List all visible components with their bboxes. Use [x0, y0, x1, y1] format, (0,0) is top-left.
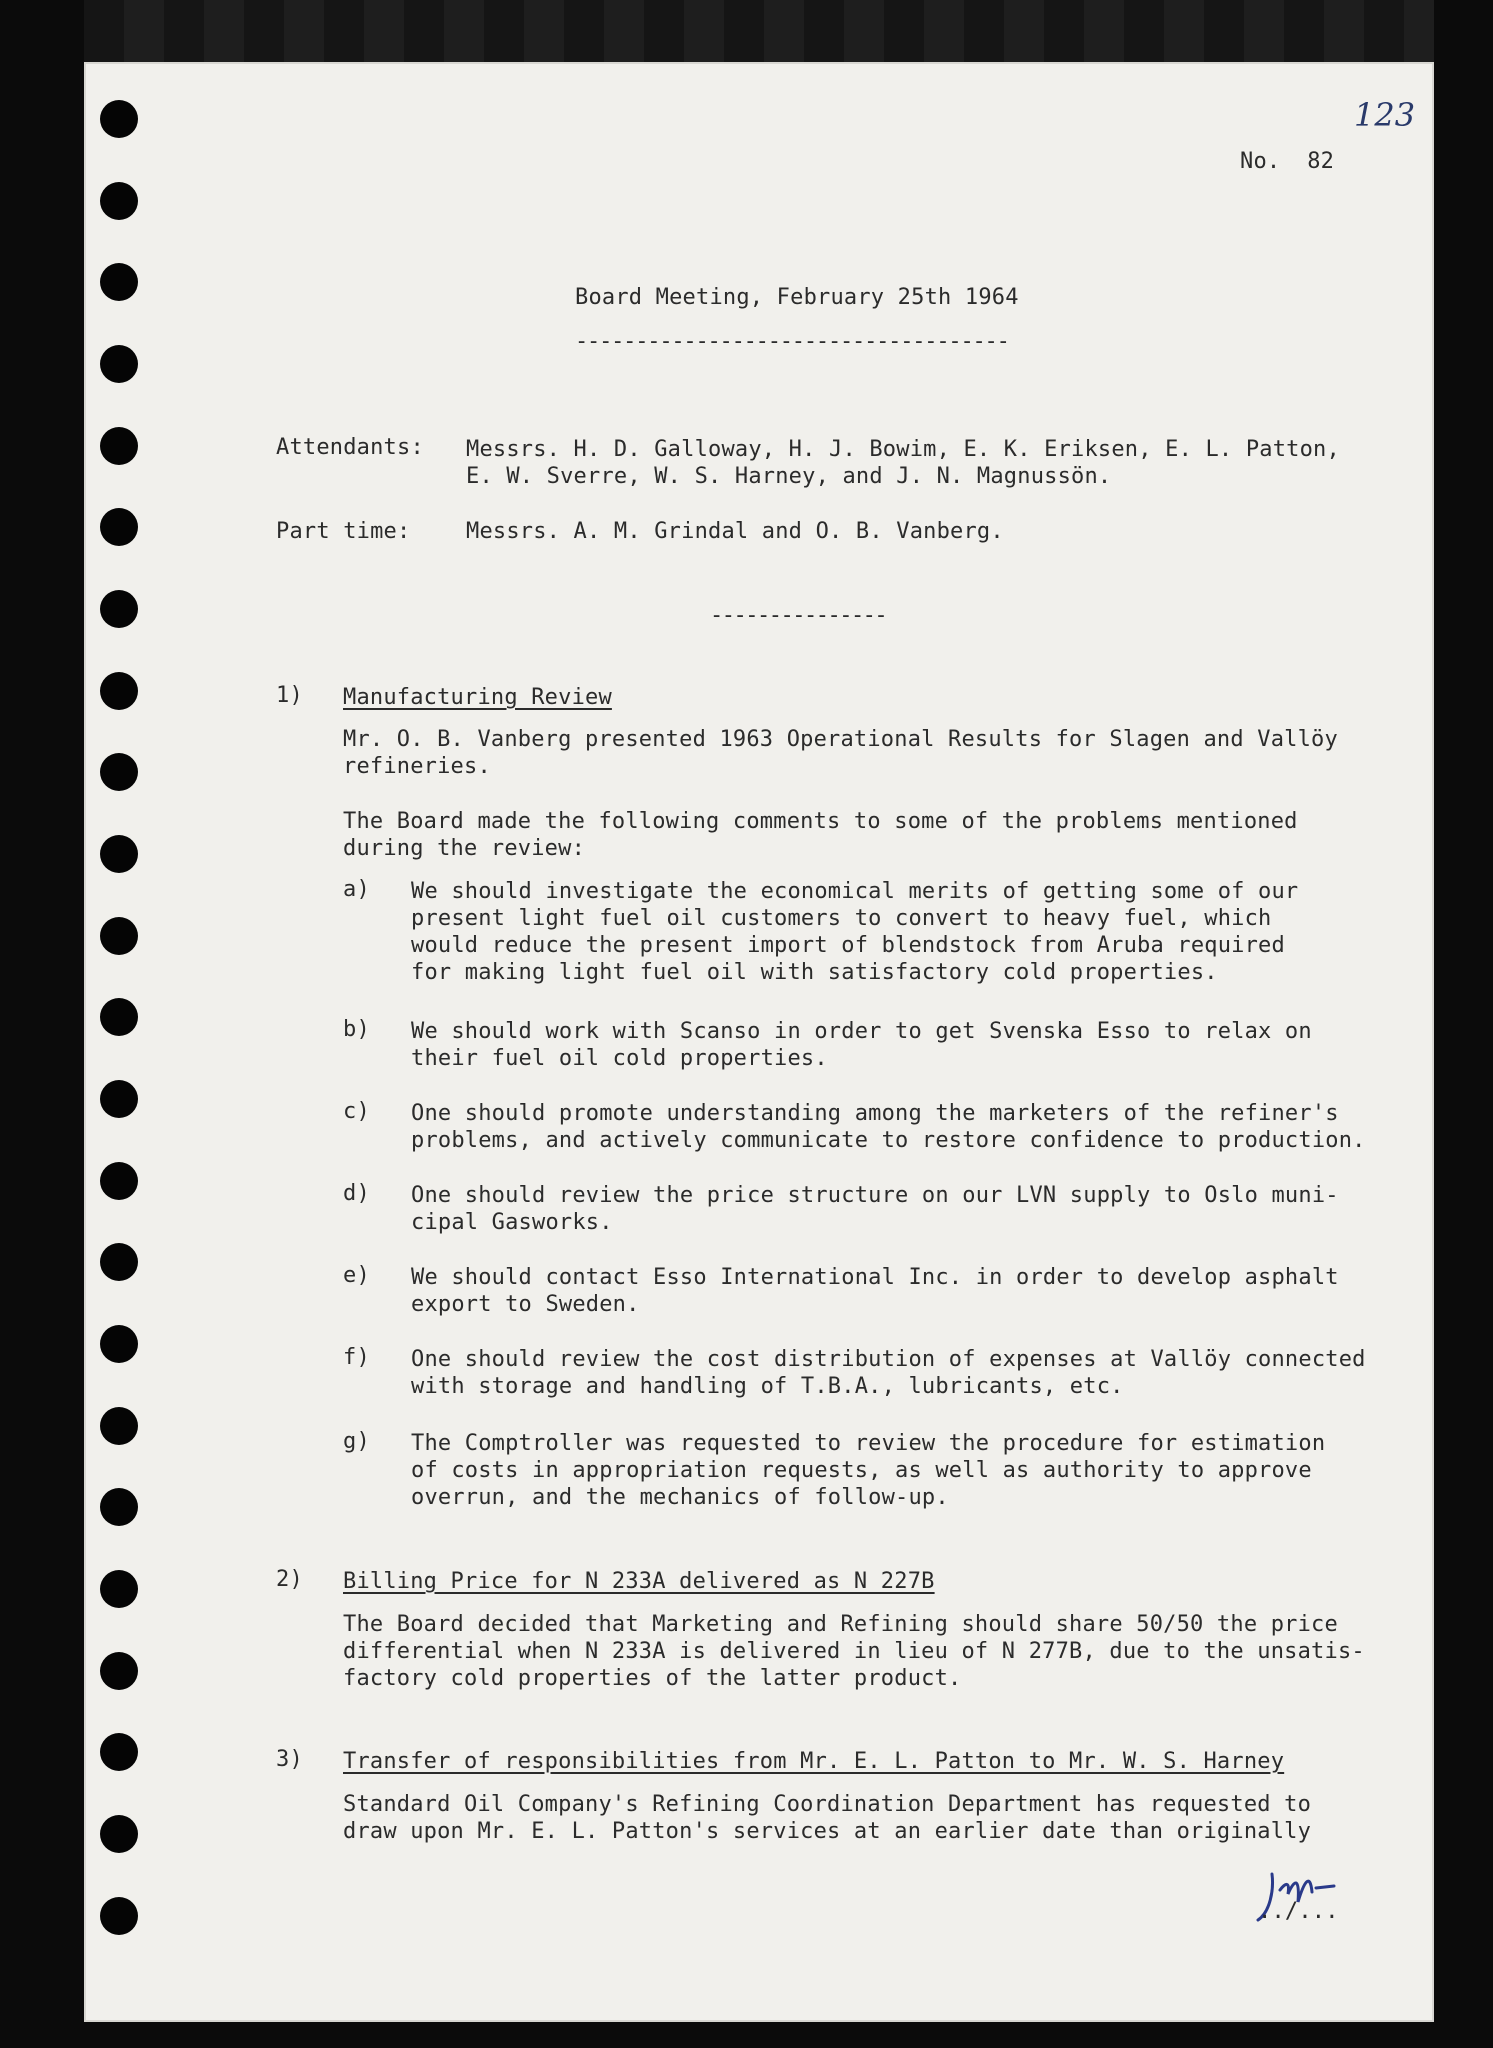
section-heading: Billing Price for N 233A delivered as N 227B — [343, 1569, 935, 1594]
binder-hole — [100, 100, 138, 138]
list-item-line: We should investigate the economical merits of getting some of our — [411, 879, 1299, 904]
binder-hole — [100, 917, 138, 955]
list-item-marker: d) — [343, 1181, 370, 1206]
list-item-marker: e) — [343, 1263, 370, 1288]
list-item-line: We should work with Scanso in order to get Svenska Esso to relax on — [411, 1019, 1312, 1044]
paragraph-line: draw upon Mr. E. L. Patton's services at an earlier date than originally — [343, 1819, 1312, 1844]
binder-hole — [100, 1325, 138, 1363]
attendants-label: Attendants: — [276, 435, 424, 460]
paragraph-line: factory cold properties of the latter product. — [343, 1666, 962, 1691]
list-item-line: One should review the price structure on our LVN supply to Oslo muni- — [411, 1183, 1339, 1208]
binder-hole — [100, 672, 138, 710]
attendants-line: Messrs. H. D. Galloway, H. J. Bowim, E. K. Eriksen, E. L. Patton, — [466, 437, 1340, 462]
paragraph-line: The Board made the following comments to some of the problems mentioned — [343, 809, 1298, 834]
part-time-label: Part time: — [276, 519, 411, 544]
list-item-line: export to Sweden. — [411, 1292, 640, 1317]
list-item-line: overrun, and the mechanics of follow-up. — [411, 1485, 949, 1510]
list-item-line: for making light fuel oil with satisfactory cold properties. — [411, 960, 1218, 985]
scan-edge — [84, 0, 1434, 62]
paragraph-line: Standard Oil Company's Refining Coordination Department has requested to — [343, 1792, 1312, 1817]
list-item-line: would reduce the present import of blendstock from Aruba required — [411, 933, 1285, 958]
binder-hole — [100, 1488, 138, 1526]
section-number: 1) — [276, 683, 303, 708]
list-item-line: cipal Gasworks. — [411, 1210, 613, 1235]
list-item-marker: f) — [343, 1345, 370, 1370]
paragraph-line: refineries. — [343, 754, 491, 779]
attendants-line: E. W. Sverre, W. S. Harney, and J. N. Magnussön. — [466, 464, 1112, 489]
list-item-line: problems, and actively communicate to restore confidence to production. — [411, 1128, 1366, 1153]
list-item-line: present light fuel oil customers to convert to heavy fuel, which — [411, 906, 1272, 931]
paragraph-line: Mr. O. B. Vanberg presented 1963 Operational Results for Slagen and Vallöy — [343, 727, 1338, 752]
list-item-line: their fuel oil cold properties. — [411, 1046, 828, 1071]
list-item-marker: a) — [343, 877, 370, 902]
binder-hole — [100, 1407, 138, 1445]
binder-hole — [100, 753, 138, 791]
list-item-line: One should promote understanding among the marketers of the refiner's — [411, 1101, 1339, 1126]
part-time-line: Messrs. A. M. Grindal and O. B. Vanberg. — [466, 519, 1004, 544]
binder-hole — [100, 835, 138, 873]
binder-hole — [100, 1080, 138, 1118]
continuation-marker: ../... — [1258, 1899, 1339, 1924]
binder-hole — [100, 182, 138, 220]
document-title: Board Meeting, February 25th 1964 — [575, 285, 1019, 310]
paragraph-line: during the review: — [343, 836, 586, 861]
section-heading: Manufacturing Review — [343, 685, 612, 710]
binder-hole — [100, 998, 138, 1036]
list-item-line: We should contact Esso International Inc. in order to develop asphalt — [411, 1265, 1339, 1290]
binder-hole — [100, 263, 138, 301]
binder-hole — [100, 427, 138, 465]
binder-hole — [100, 508, 138, 546]
section-heading: Transfer of responsibilities from Mr. E. L. Patton to Mr. W. S. Harney — [343, 1749, 1285, 1774]
section-number: 2) — [276, 1567, 303, 1592]
binder-hole — [100, 345, 138, 383]
binder-hole — [100, 1652, 138, 1690]
list-item-marker: g) — [343, 1429, 370, 1454]
title-rule: ------------------------------------ — [575, 329, 1009, 354]
paragraph-line: The Board decided that Marketing and Refining should share 50/50 the price — [343, 1612, 1338, 1637]
list-item-marker: c) — [343, 1099, 370, 1124]
document-number: No. 82 — [1240, 149, 1335, 174]
section-separator: --------------- — [710, 603, 887, 628]
binder-hole — [100, 1815, 138, 1853]
handwritten-page-number: 123 — [1354, 96, 1416, 134]
binder-hole — [100, 1570, 138, 1608]
binder-hole — [100, 1897, 138, 1935]
list-item-marker: b) — [343, 1017, 370, 1042]
paragraph-line: differential when N 233A is delivered in lieu of N 277B, due to the unsatis- — [343, 1639, 1365, 1664]
binder-hole — [100, 1243, 138, 1281]
binder-hole — [100, 1162, 138, 1200]
list-item-line: The Comptroller was requested to review the procedure for estimation — [411, 1431, 1326, 1456]
list-item-line: with storage and handling of T.B.A., lubricants, etc. — [411, 1374, 1124, 1399]
list-item-line: One should review the cost distribution of expenses at Vallöy connected — [411, 1347, 1366, 1372]
binder-hole — [100, 590, 138, 628]
list-item-line: of costs in appropriation requests, as well as authority to approve — [411, 1458, 1312, 1483]
section-number: 3) — [276, 1747, 303, 1772]
binder-hole — [100, 1733, 138, 1771]
